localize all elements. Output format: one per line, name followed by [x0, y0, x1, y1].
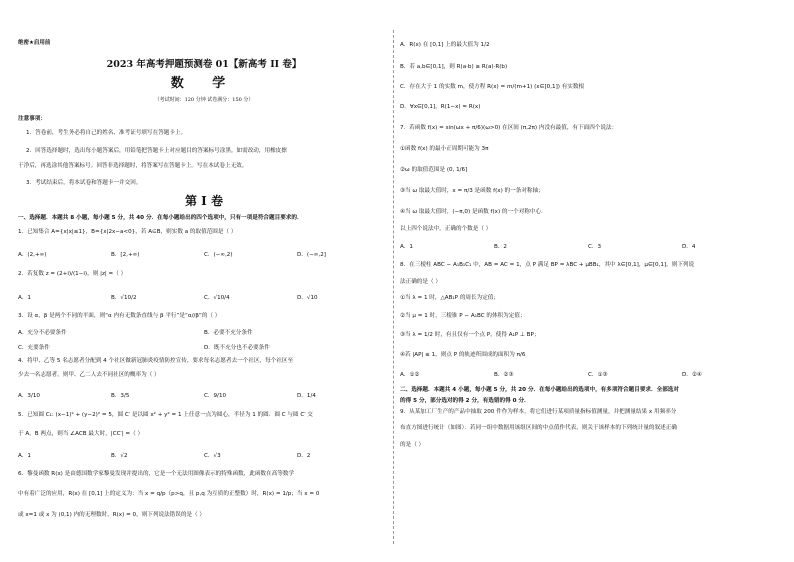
claim: ①函数 f(x) 的最小正周期可能为 3π [400, 146, 489, 152]
claim: ④若 |AP| ≤ 1，则点 P 的轨迹所围成的面积为 π/6 [400, 352, 526, 358]
question-stem: 或 x=1 或 x 为 (0,1) 内的无理数时，R(x) = 0，则下列说法错误的是（ ） [18, 512, 206, 518]
option: D．既不充分也不必要条件 [204, 345, 270, 351]
secret-label: 绝密★启用前 [18, 40, 51, 46]
question-options [18, 250, 390, 258]
option: C．充要条件 [18, 345, 50, 351]
question-ask: 以上四个说法中，正确的个数是（ ） [400, 226, 492, 232]
subject-title: 数 学 [170, 76, 238, 91]
option: C．存在大于 1 的实数 m，使方程 R(x) = m/(m+1) (x∈[0,1]) 有实数根 [400, 84, 585, 90]
option: B．②③ [494, 372, 514, 378]
option: C．①③ [588, 372, 608, 378]
note-line: 2．回答选择题时，选出每小题答案后，用铅笔把答题卡上对应题目的答案标号涂黑。如需改动，用橡皮擦 [26, 148, 287, 154]
option: A．1 [400, 244, 413, 250]
column-divider [393, 30, 394, 544]
question-options [18, 328, 390, 336]
option: A．①② [400, 372, 420, 378]
question-stem: 于 A，B 两点，则当 ∠ACB 最大时，|CC′| =（ ） [18, 431, 144, 437]
option: B．√10/2 [111, 295, 137, 301]
question-stem: 2．若复数 z = (2+i)/(1−i)，则 |z| =（ ） [18, 271, 127, 277]
question-stem: 7．若函数 f(x) = sin(ωx + π/6)(ω>0) 在区间 (π,2π) 内没有最值，有下面四个说法： [400, 125, 618, 131]
option: A．R(x) 在 [0,1] 上的最大值为 1/2 [400, 42, 490, 48]
left-column [18, 0, 390, 562]
option: C．9/10 [204, 393, 227, 399]
question-options [400, 242, 778, 250]
option: B．√2 [111, 453, 128, 459]
option: B．3/5 [111, 393, 130, 399]
question-stem: 4．将甲、乙等 5 名志愿者分配到 4 个社区做新冠肺炎疫情防控宣传，要求每名志愿者去一个社区，每个社区至 [18, 358, 294, 364]
claim: ②ω 的取值范围是 (0, 1/6] [400, 167, 468, 173]
note-line: 1．答卷前，考生务必将自己的姓名、准考证号填写在答题卡上。 [26, 130, 187, 136]
question-options [400, 370, 778, 378]
question-stem: 1．已知集合 A={x|x|≤1}，B={x|2x−a<0}，若 A⊆B，则实数 a 的取值范围是（ ） [18, 229, 237, 235]
claim: ②当 μ = 1 时，三棱锥 P − A₁BC 的体积为定值； [400, 313, 526, 319]
question-stem: 5．已知圆 C₁: (x−1)² + (y−2)² = 5，圆 C′ 是以圆 x² + y² = 1 上任意一点为圆心，半径为 1 的圆．圆 C 与圆 C′ 交 [18, 412, 313, 418]
option: B．必要不充分条件 [204, 330, 253, 336]
claim: ④当 ω 取最大值时，(−π,0) 是函数 f(x) 的一个对称中心． [400, 209, 547, 215]
section2-heading: 的得 5 分，部分选对的得 2 分，有选错的得 0 分． [400, 398, 530, 404]
question-stem: 6．黎曼函数 R(x) 是由德国数学家黎曼发现并提出的，它是一个无法用图像表示的特殊函数，此函数在高等数学 [18, 471, 294, 477]
claim: ③当 ω 取最大值时，x = π/3 是函数 f(x) 的一条对称轴； [400, 188, 544, 194]
question-stem: 8．在三棱柱 ABC − A₁B₁C₁ 中，AB = AC = 1，点 P 满足 BP = λBC + μBB₁，其中 λ∈[0,1]，μ∈[0,1]，则下列说 [400, 262, 695, 268]
option: A．1 [18, 453, 31, 459]
question-stem: 3．设 α，β 是两个不同的平面，则“α 内有无数条直线与 β 平行”是“α//β”的（ ） [18, 313, 221, 319]
claim: ①当 λ = 1 时，△AB₁P 的周长为定值； [400, 295, 499, 301]
option: D．2 [297, 453, 311, 459]
right-column [400, 0, 778, 562]
question-options [18, 451, 390, 459]
question-options [18, 293, 390, 301]
question-options [18, 391, 390, 399]
section2-heading: 二、选择题．本题共 4 小题，每小题 5 分，共 20 分．在每小题给出的选项中，有多项符合题目要求．全部选对 [400, 387, 679, 393]
question-options [18, 343, 390, 351]
option: D．4 [682, 244, 696, 250]
notes-heading: 注意事项： [18, 116, 46, 122]
option: C．(−∞,2) [204, 252, 233, 258]
question-stem: 9．从某加工厂生产的产品中抽取 200 件作为样本，将它们进行某项质量指标值测量，并把测量结果 x 用频率分 [400, 409, 677, 415]
option: C．3 [588, 244, 602, 250]
note-line: 干净后，再选涂其他答案标号。回答非选择题时，将答案写在答题卡上。写在本试卷上无效。 [18, 163, 248, 169]
question-stem: 少去一名志愿者，则甲、乙二人去不同社区的概率为（ ） [18, 372, 160, 378]
option: C．√10/4 [204, 295, 230, 301]
option: A．3/10 [18, 393, 40, 399]
option: B．若 a,b∈[0,1]，则 R(a·b) ≥ R(a)·R(b) [400, 64, 508, 70]
note-line: 3．考试结束后，将本试卷和答题卡一并交回。 [26, 180, 142, 186]
option: B．2 [494, 244, 507, 250]
question-stem: 布直方图进行统计（如图）．若同一组中数据用该组区间的中点值作代表，则关于该样本的下列统计量的叙述正确 [400, 425, 677, 431]
option: A．充分不必要条件 [18, 330, 67, 336]
option: A．1 [18, 295, 31, 301]
option: D．1/4 [297, 393, 316, 399]
option: A．(2,+∞) [18, 252, 47, 258]
exam-info: （考试时间：120 分钟 试卷满分：150 分） [154, 97, 254, 103]
option: D．√10 [297, 295, 318, 301]
volume-title: 第 I 卷 [185, 194, 223, 208]
exam-title: 2023 年高考押题预测卷 01【新高考 II 卷】 [106, 59, 302, 70]
question-stem: 的是（ ） [400, 442, 425, 448]
section1-heading: 一、选择题．本题共 8 小题，每小题 5 分，共 40 分．在每小题给出的四个选项中，只有一项是符合题目要求的． [18, 215, 303, 221]
option: C．√3 [204, 453, 221, 459]
option: B．[2,+∞) [111, 252, 140, 258]
claim: ③当 λ = 1/2 时，有且仅有一个点 P，使得 A₁P ⊥ BP； [400, 332, 540, 338]
question-stem: 法正确的是（ ） [400, 279, 441, 285]
question-stem: 中有着广泛的应用，R(x) 在 [0,1] 上的定义为：当 x = q/p（p>q，且 p,q 为互质的正整数）时，R(x) = 1/p；当 x = 0 [18, 491, 320, 497]
option: D．(−∞,2] [297, 252, 326, 258]
option: D．②④ [682, 372, 702, 378]
option: D．∀x∈[0,1]，R(1−x) = R(x) [400, 104, 481, 110]
